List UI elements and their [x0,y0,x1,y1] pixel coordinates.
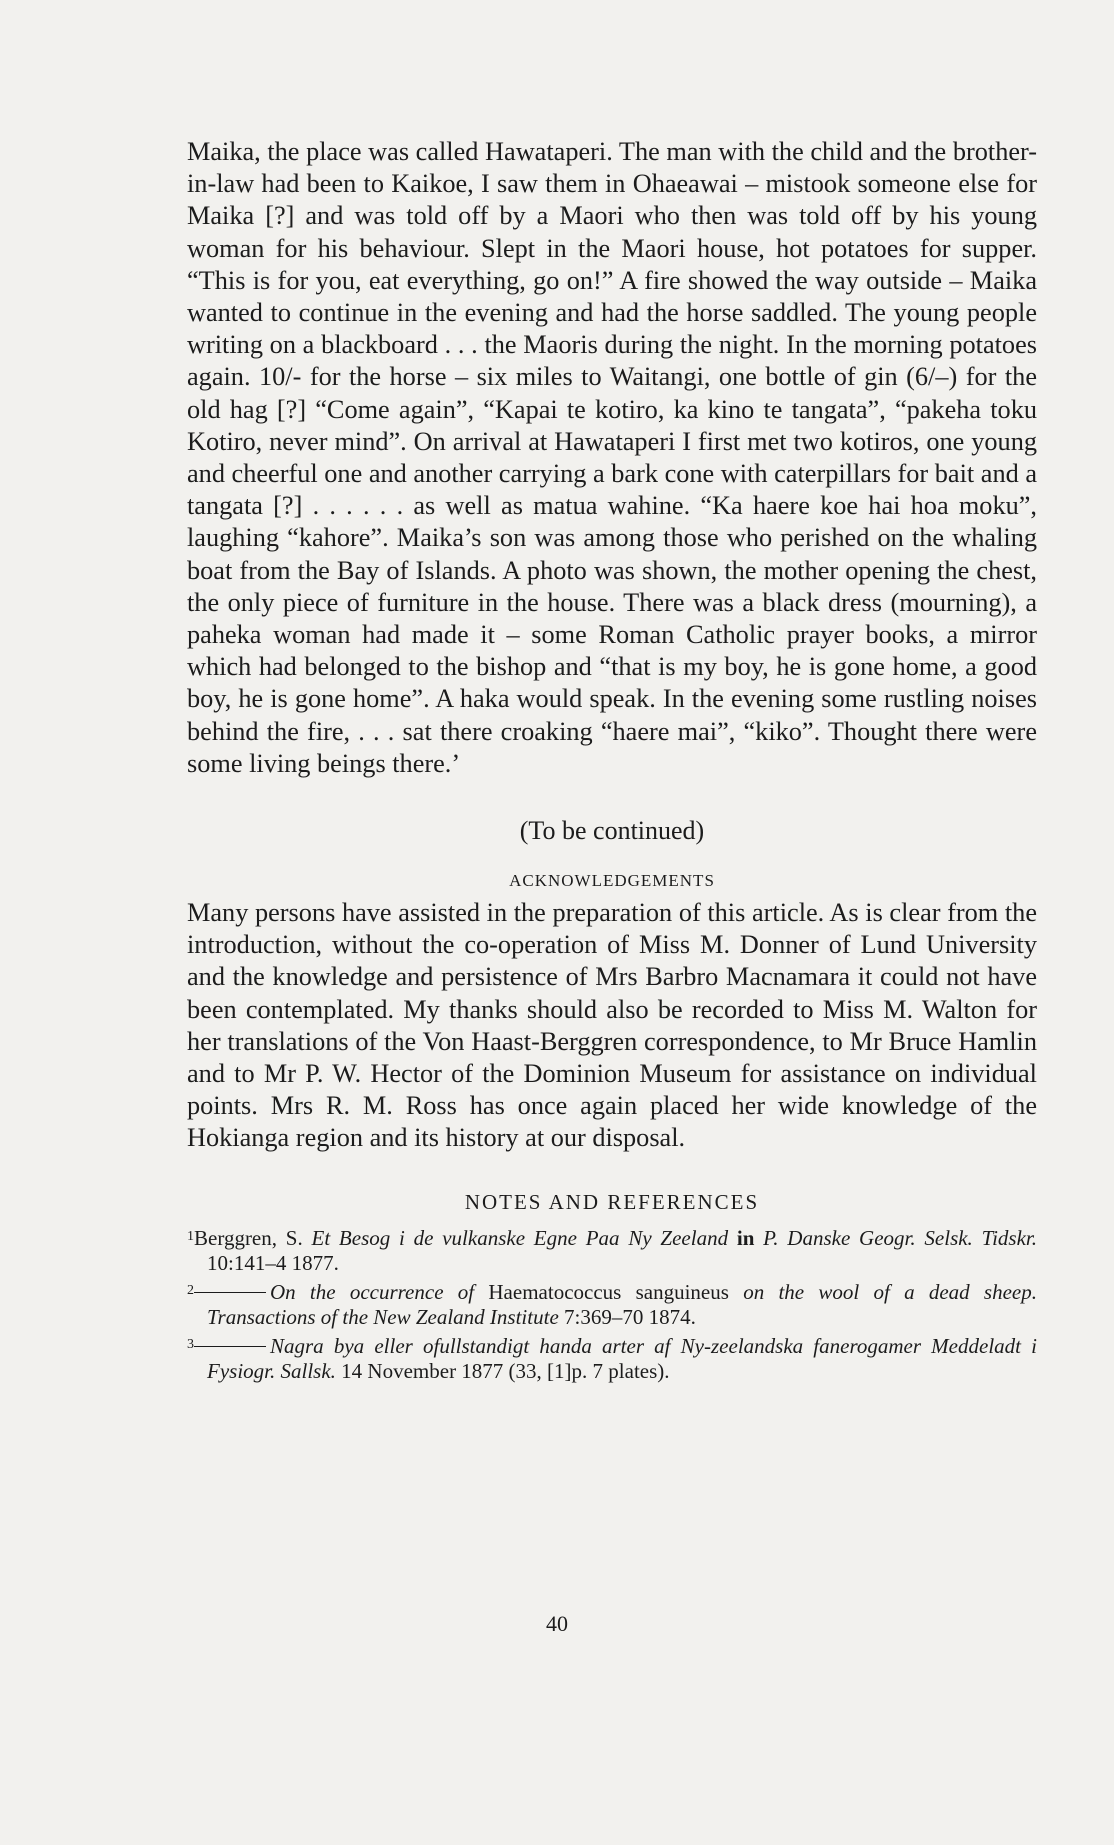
note-journal: P. Danske Geogr. Selsk. Tidskr. [763,1225,1038,1250]
acknowledgements-heading: ACKNOWLEDGEMENTS [509,871,715,891]
note-title: Nagra bya eller ofullstandigt handa arter af Ny-zeelandska fanerogamer Meddeladt i Fysiogr. Sallsk. [207,1333,1037,1383]
ditto-dash [194,1346,266,1347]
note-title: Et Besog i de vulkanske Egne Paa Ny Zeeland [311,1225,729,1250]
note-author: Berggren, S. [194,1225,303,1250]
body-paragraph: Maika, the place was called Hawataperi. The man with the child and the brother-in-law had been to Kaikoe, I saw them in Ohaeawai – mistook someone else for Maika [?] and was told off by a Maori who then was told off by his young woman for his behaviour. Slept in the Maori house, hot potatoes for supper. “This is for you, eat everything, go on!” A fire showed the way outside – Maika wanted to continue in the evening and had the horse saddled. The young people writing on a blackboard . . . the Maoris during the night. In the morning potatoes again. 10/- for the horse – six miles to Waitangi, one bottle of gin (6/–) for the old hag [?] “Come again”, “Kapai te kotiro, ka kino te tangata”, “pakeha toku Kotiro, never mind”. On arrival at Hawataperi I first met two kotiros, one young and cheerful one and another carrying a bark cone with caterpillars for bait and a tangata [?] . . . . . . as well as matua wahine. “Ka haere koe hai hoa moku”, laughing “kahore”. Maika’s son was among those who perished on the whaling boat from the Bay of Islands. A photo was shown, the mother opening the chest, the only piece of furniture in the house. There was a black dress (mourning), a paheka woman had made it – some Roman Catholic prayer books, a mirror which had belonged to the bishop and “that is my boy, he is gone home, a good boy, he is gone home”. A haka would speak. In the evening some rustling noises behind the fire, . . . sat there croaking “haere mai”, “kiko”. Thought there were some living beings there.’ [187,137,1037,778]
note-title: On the occurrence of [270,1279,475,1304]
to-be-continued-note: (To be continued) [519,816,705,846]
note-details: 14 November 1877 (33, [1]p. 7 plates). [341,1358,670,1383]
notes-list [187,1224,1037,1384]
note-details: 10:141–4 1877. [207,1250,339,1275]
note-number: 3 [187,1336,194,1352]
note-title-cont: on the wool of a dead sheep. Transactions of the New Zealand Institute [207,1279,1037,1329]
note-connector: in [736,1225,755,1250]
note-details: 7:369–70 1874. [564,1304,696,1329]
notes-heading: NOTES AND REFERENCES [464,1189,760,1214]
note-3 [187,1332,1037,1384]
note-2 [187,1278,1037,1330]
ditto-dash [194,1292,266,1293]
page-number: 40 [546,1611,568,1636]
note-taxon: Haematococcus sanguineus [488,1279,729,1304]
acknowledgements-paragraph: Many persons have assisted in the preparation of this article. As is clear from the introduction, without the co-operation of Miss M. Donner of Lund University and the knowledge and persistence of Mrs Barbro Macnamara it could not have been contemplated. My thanks should also be recorded to Miss M. Walton for her translations of the Von Haast-Berggren correspondence, to Mr Bruce Hamlin and to Mr P. W. Hector of the Dominion Museum for assistance on individual points. Mrs R. M. Ross has once again placed her wide knowledge of the Hokianga region and its history at our disposal. [187,898,1037,1153]
note-1 [187,1224,1037,1276]
text-block [187,136,1037,1386]
note-number: 2 [187,1282,194,1298]
note-number: 1 [187,1228,194,1244]
